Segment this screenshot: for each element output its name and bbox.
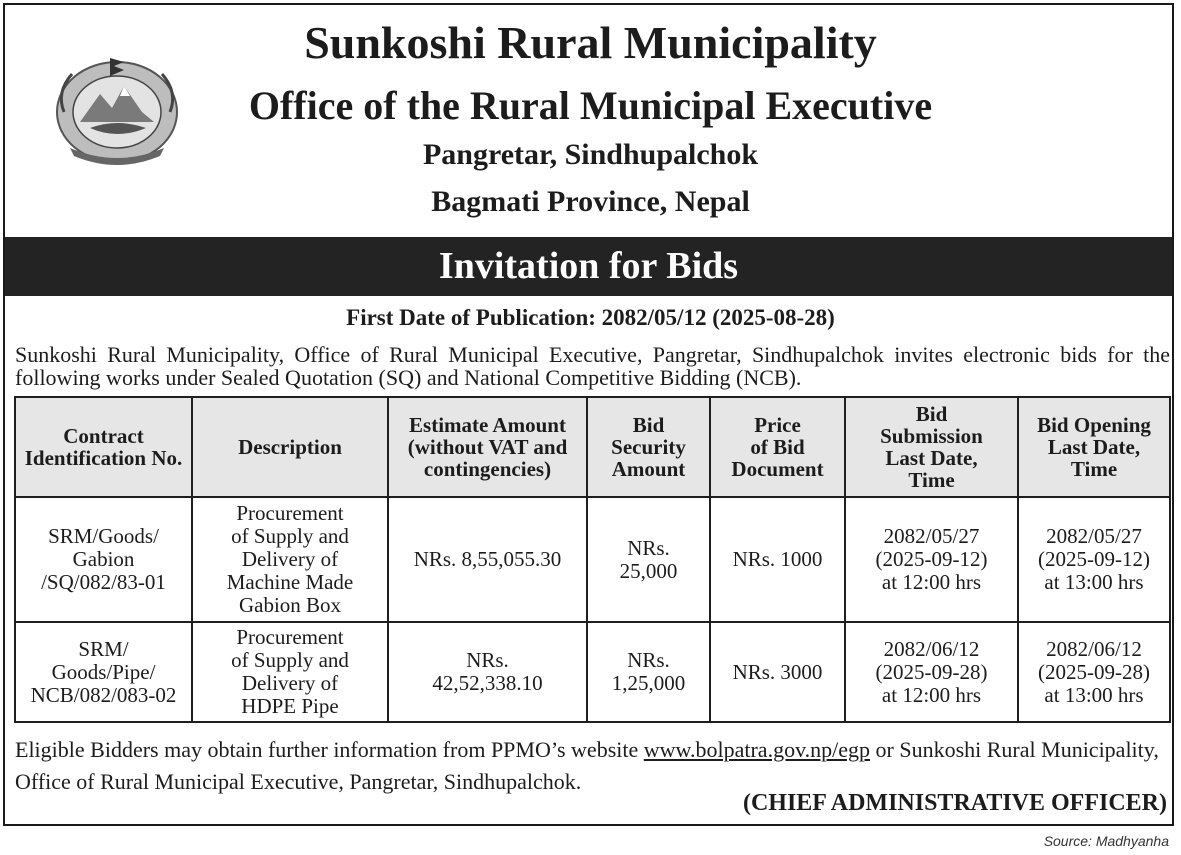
table-row xyxy=(15,497,1170,622)
cell-doc-price: NRs. 1000 xyxy=(710,497,845,622)
col-header-description: Description xyxy=(192,397,388,497)
cell-bid-security: NRs. 25,000 xyxy=(587,497,710,622)
col-header-bid-security: Bid Security Amount xyxy=(587,397,710,497)
cell-submission: 2082/06/12 (2025-09-28) at 12:00 hrs xyxy=(845,622,1018,722)
intro-paragraph: Sunkoshi Rural Municipality, Office of Rural Municipal Executive, Pangretar, Sindhupalchok invites electronic bids for the following works under Sealed Quotation (SQ) and National Competitive Bidding (NCB). xyxy=(15,342,1170,390)
cell-description: Procurement of Supply and Delivery of HDPE Pipe xyxy=(192,622,388,722)
bids-table xyxy=(14,396,1171,723)
cell-opening: 2082/05/27 (2025-09-12) at 13:00 hrs xyxy=(1018,497,1170,622)
cell-estimate: NRs. 42,52,338.10 xyxy=(388,622,587,722)
cell-submission: 2082/05/27 (2025-09-12) at 12:00 hrs xyxy=(845,497,1018,622)
cell-opening: 2082/06/12 (2025-09-28) at 13:00 hrs xyxy=(1018,622,1170,722)
cell-contract-id: SRM/Goods/ Gabion /SQ/082/83-01 xyxy=(15,497,192,622)
source-credit: Source: Madhyanha xyxy=(1043,833,1169,849)
cell-contract-id: SRM/ Goods/Pipe/ NCB/082/083-02 xyxy=(15,622,192,722)
col-header-opening: Bid Opening Last Date, Time xyxy=(1018,397,1170,497)
footer-text-pre: Eligible Bidders may obtain further information from PPMO’s website xyxy=(15,737,644,762)
col-header-submission: Bid Submission Last Date, Time xyxy=(845,397,1018,497)
table-row xyxy=(15,622,1170,722)
footer-text-post: or Sunkoshi Rural Municipality, Office of Rural Municipal Executive, Pangretar, Sindhupalchok. xyxy=(15,737,1159,794)
invitation-banner: Invitation for Bids xyxy=(5,237,1172,296)
cell-estimate: NRs. 8,55,055.30 xyxy=(388,497,587,622)
cell-doc-price: NRs. 3000 xyxy=(710,622,845,722)
footer-paragraph xyxy=(15,734,1170,798)
signature-title: (CHIEF ADMINISTRATIVE OFFICER) xyxy=(742,790,1167,816)
cell-description: Procurement of Supply and Delivery of Machine Made Gabion Box xyxy=(192,497,388,622)
col-header-contract-id: Contract Identification No. xyxy=(15,397,192,497)
address-line-1: Pangretar, Sindhupalchok xyxy=(422,138,759,171)
address-line-2: Bagmati Province, Nepal xyxy=(431,185,750,218)
municipality-title: Sunkoshi Rural Municipality xyxy=(304,17,877,68)
col-header-estimate: Estimate Amount (without VAT and contingencies) xyxy=(388,397,587,497)
col-header-doc-price: Price of Bid Document xyxy=(710,397,845,497)
cell-bid-security: NRs. 1,25,000 xyxy=(587,622,710,722)
publication-date: First Date of Publication: 2082/05/12 (2025-08-28) xyxy=(346,305,835,330)
table-header-row xyxy=(15,397,1170,497)
office-title: Office of the Rural Municipal Executive xyxy=(248,83,933,128)
ppmo-website-link[interactable]: www.bolpatra.gov.np/egp xyxy=(643,737,871,762)
